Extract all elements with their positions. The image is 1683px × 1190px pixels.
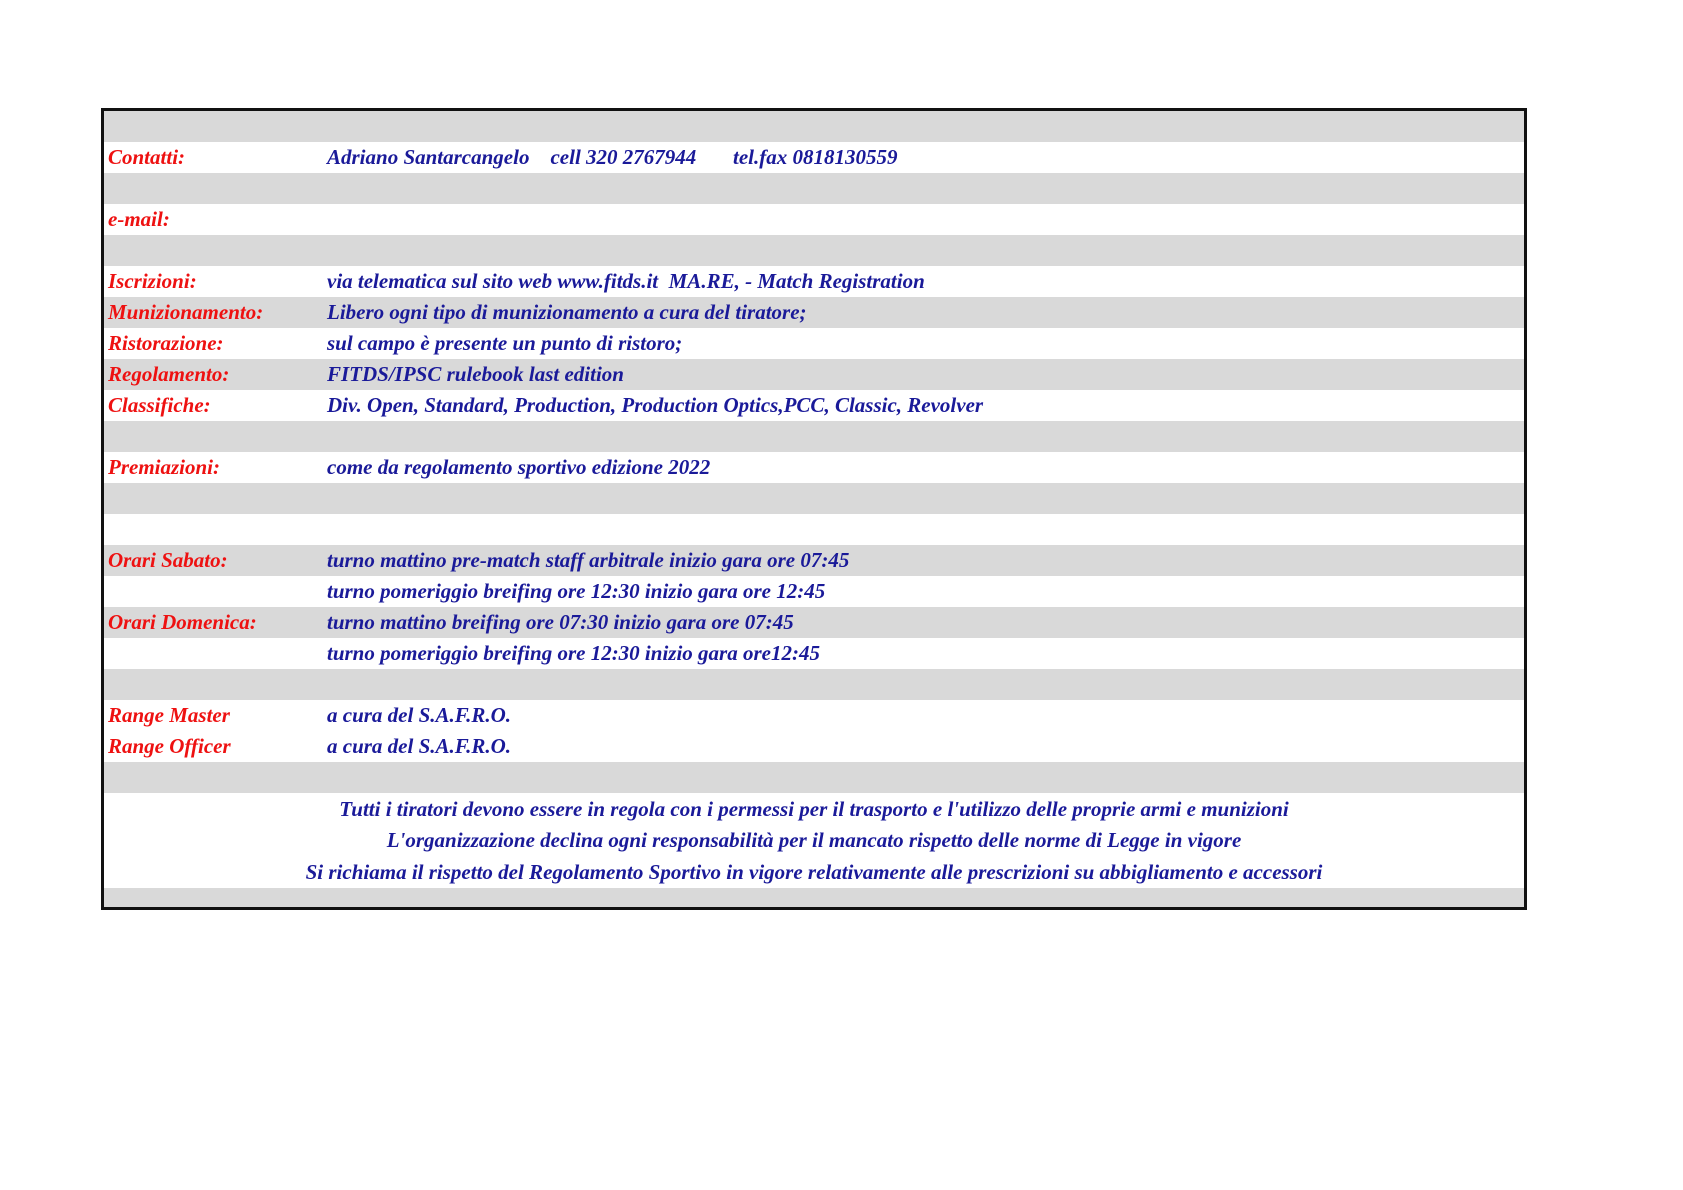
munizionamento-value: Libero ogni tipo di munizionamento a cura del tiratore;	[327, 300, 807, 324]
contatti-label: Contatti:	[108, 145, 186, 169]
note-regolamento: Si richiama il rispetto del Regolamento Sportivo in vigore relativamente alle prescrizioni su abbigliamento e accessori	[305, 860, 1323, 884]
row-classifiche	[104, 390, 1524, 421]
spacer-row	[104, 235, 1524, 266]
orari-domenica-label: Orari Domenica:	[108, 610, 257, 634]
orari-sabato-label: Orari Sabato:	[108, 548, 228, 572]
email-label: e-mail:	[108, 207, 170, 231]
orari-domenica-mattino: turno mattino breifing ore 07:30 inizio gara ore 07:45	[327, 610, 794, 634]
row-email	[104, 204, 1524, 235]
orari-sabato-mattino: turno mattino pre-match staff arbitrale inizio gara ore 07:45	[327, 548, 850, 572]
premiazioni-value: come da regolamento sportivo edizione 2022	[327, 455, 711, 479]
spacer-row	[104, 483, 1524, 514]
email-value-wrapper	[327, 204, 532, 235]
spacer-row	[104, 111, 1524, 142]
orari-sabato-pomeriggio: turno pomeriggio breifing ore 12:30 inizio gara ore 12:45	[327, 579, 826, 603]
range-officer-label: Range Officer	[108, 734, 231, 758]
row-range-master	[104, 700, 1524, 731]
info-table	[101, 108, 1527, 910]
premiazioni-label: Premiazioni:	[108, 455, 221, 479]
regolamento-value: FITDS/IPSC rulebook last edition	[327, 362, 624, 386]
note-permessi: Tutti i tiratori devono essere in regola con i permessi per il trasporto e l'utilizzo delle proprie armi e munizioni	[339, 797, 1289, 821]
contatti-value: Adriano Santarcangelo cell 320 2767944 tel.fax 0818130559	[327, 145, 898, 169]
row-iscrizioni	[104, 266, 1524, 297]
row-range-officer	[104, 731, 1524, 762]
iscrizioni-label: Iscrizioni:	[108, 269, 197, 293]
row-orari-domenica-2	[104, 638, 1524, 669]
ristorazione-value: sul campo è presente un punto di ristoro;	[327, 331, 683, 355]
spacer-row	[104, 514, 1524, 545]
range-master-label: Range Master	[108, 703, 230, 727]
spacer-row	[104, 173, 1524, 204]
row-orari-sabato-1	[104, 545, 1524, 576]
iscrizioni-value: via telematica sul sito web www.fitds.it MA.RE, - Match Registration	[327, 269, 925, 293]
spacer-row	[104, 762, 1524, 793]
range-officer-value: a cura del S.A.F.R.O.	[327, 734, 511, 758]
spacer-row	[104, 669, 1524, 700]
row-ristorazione	[104, 328, 1524, 359]
row-contatti	[104, 142, 1524, 173]
classifiche-value: Div. Open, Standard, Production, Production Optics,PCC, Classic, Revolver	[327, 393, 984, 417]
row-premiazioni	[104, 452, 1524, 483]
orari-domenica-pomeriggio: turno pomeriggio breifing ore 12:30 inizio gara ore12:45	[327, 641, 820, 665]
classifiche-label: Classifiche:	[108, 393, 211, 417]
spacer-row	[104, 421, 1524, 452]
row-orari-domenica-1	[104, 607, 1524, 638]
munizionamento-label: Munizionamento:	[108, 300, 264, 324]
regolamento-label: Regolamento:	[108, 362, 230, 386]
spacer-row	[104, 888, 1524, 910]
ristorazione-label: Ristorazione:	[108, 331, 224, 355]
range-master-value: a cura del S.A.F.R.O.	[327, 703, 511, 727]
notes-block	[104, 793, 1524, 888]
row-munizionamento	[104, 297, 1524, 328]
note-responsabilita: L'organizzazione declina ogni responsabilità per il mancato rispetto delle norme di Legge in vigore	[386, 828, 1242, 852]
row-regolamento	[104, 359, 1524, 390]
row-orari-sabato-2	[104, 576, 1524, 607]
